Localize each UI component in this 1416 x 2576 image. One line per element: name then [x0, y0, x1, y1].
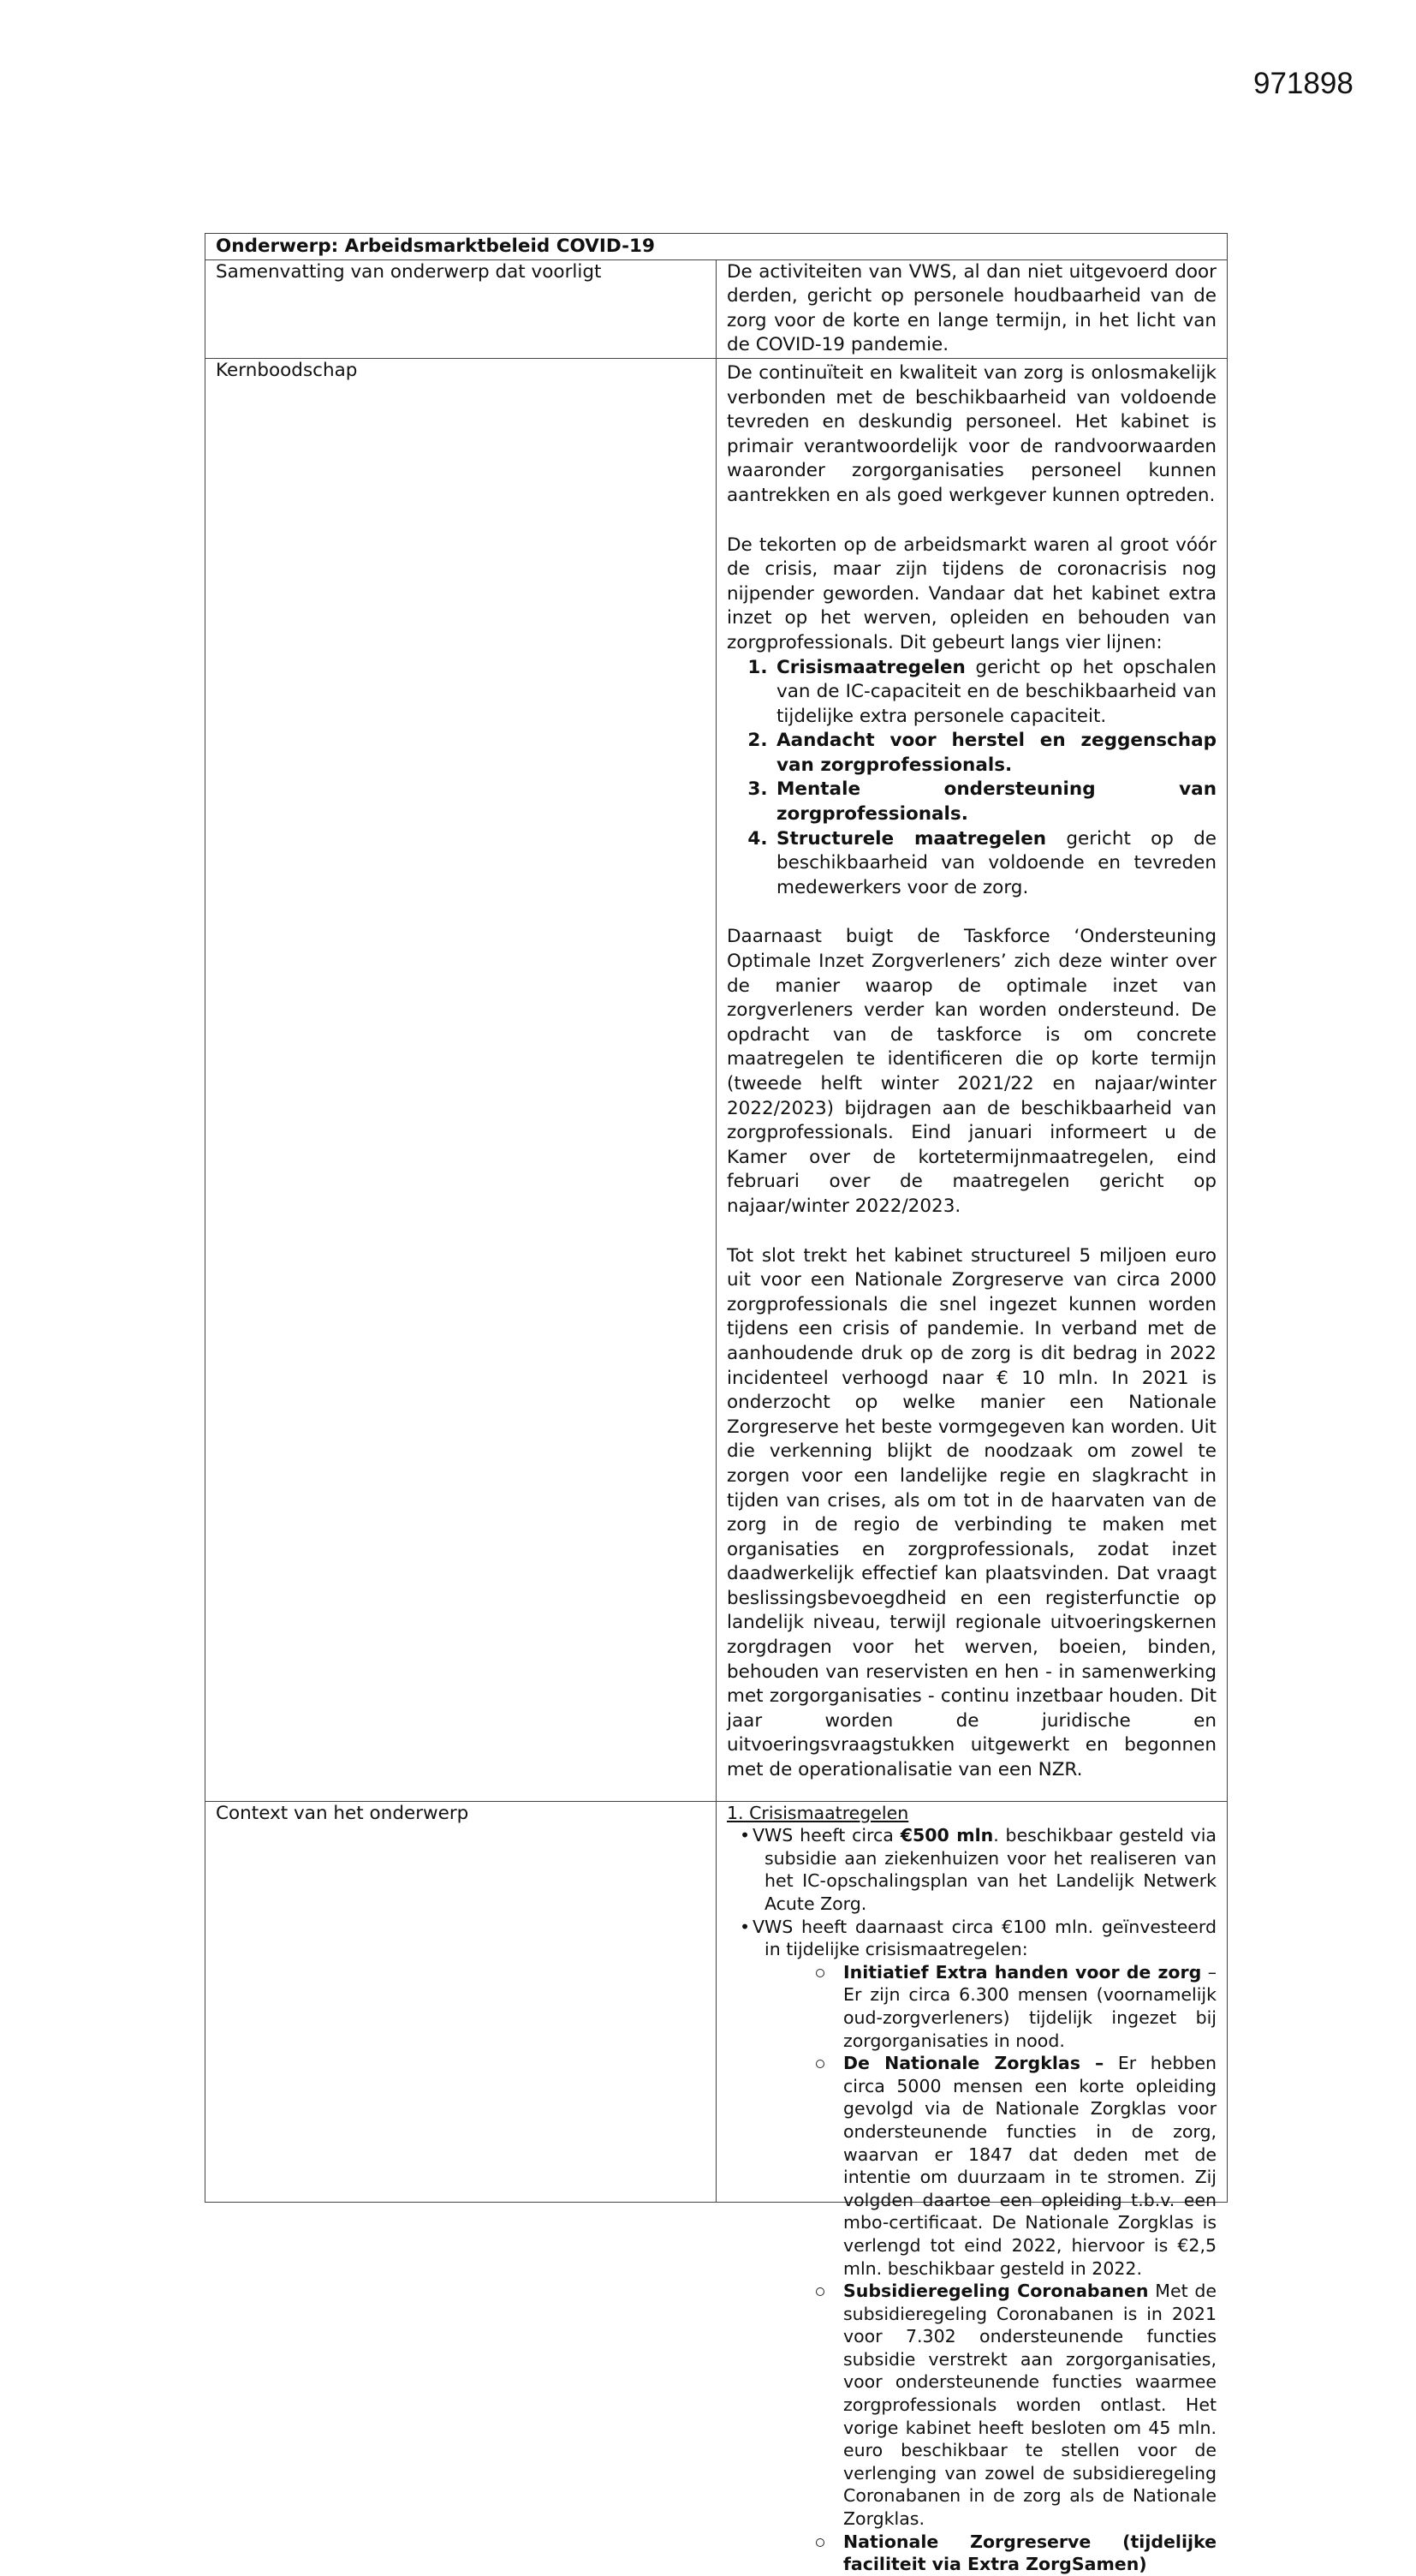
subject-title: Onderwerp: Arbeidsmarktbeleid COVID-19	[205, 234, 1228, 260]
summary-label: Samenvatting van onderwerp dat voorligt	[205, 259, 717, 358]
crisis-measures-sublist	[765, 1961, 1217, 2576]
page-number: 971898	[1253, 67, 1354, 100]
list-item: 1. Crisismaatregelen gericht op het opschalen van de IC-capaciteit en de beschikbaarheid van tijdelijke extra personele capaciteit.	[774, 656, 1217, 730]
context-content	[717, 1801, 1228, 2575]
list-item: Subsidieregeling Coronabanen Met de subsidieregeling Coronabanen is in 2021 voor 7.302 ondersteunende functies subsidie verstrekt aan zorgorganisaties, voor ondersteunende functies waarmee zorgprofessionals worden ontlast. Het vorige kabinet heeft besloten om 45 mln. euro beschikbaar te stellen voor de verlenging van zowel de subsidieregeling Coronabanen in de zorg als de Nationale Zorgklas.	[816, 2280, 1217, 2531]
summary-paragraph: De activiteiten van VWS, al dan niet uitgevoerd door derden, gericht op personele houdbaarheid van de zorg voor de korte en lange termijn, in het licht van de COVID-19 pandemie.	[727, 260, 1217, 356]
list-item: 4. Structurele maatregelen gericht op de beschikbaarheid van voldoende en tevreden medewerkers voor de zorg.	[774, 827, 1217, 901]
list-item: Nationale Zorgreserve (tijdelijke faciliteit via Extra ZorgSamen)	[816, 2531, 1217, 2576]
context-label: Context van het onderwerp	[205, 1801, 717, 2202]
core-paragraph-2: De tekorten op de arbeidsmarkt waren al groot vóór de crisis, maar zijn tijdens de coronacrisis nog nijpender geworden. Vandaar dat het kabinet extra inzet op het werven, opleiden en behouden van zorgprofessionals. Dit gebeurt langs vier lijnen:	[727, 534, 1217, 653]
list-item: 2. Aandacht voor herstel en zeggenschap van zorgprofessionals.	[774, 729, 1217, 778]
core-paragraph-1: De continuïteit en kwaliteit van zorg is onlosmakelijk verbonden met de beschikbaarheid van voldoende tevreden en deskundig personeel. Het kabinet is primair verantwoordelijk voor de randvoorwaarden waaronder zorgorganisaties personeel kunnen aantrekken en als goed werkgever kunnen optreden.	[727, 361, 1217, 506]
bullet-icon: •	[740, 1916, 751, 1937]
list-item: • VWS heeft daarnaast circa €100 mln. geïnvesteerd in tijdelijke crisismaatregelen: Initiatief Extra handen voor de zorg – Er zijn circa 6.300 mensen (voornamelijk oud-zorgverleners) tijdelijk ingezet bij zorgorganisaties in nood. De Nationale Zorgklas – Er hebben circa 5000 mensen een korte opleiding gevolgd via de Nationale Zorgklas voor ondersteunende functies in de zorg, waarvan er 1847 dat deden met de intentie om duurzaam in te stromen. Zij volgden daartoe een opleiding t.b.v. een mbo-certificaat. De Nationale Zorgklas is verlengd tot eind 2022, hiervoor is €2,5 mln. beschikbaar gesteld in 2022. Subsidieregeling Coronabanen Met de subsidieregeling Coronabanen is in 2021 voor 7.302 ondersteunende functies subsidie verstrekt aan zorgorganisaties, voor ondersteunende functies waarmee zorgprofessionals worden ontlast. Het vorige kabinet heeft besloten om 45 mln. euro beschikbaar te stellen voor de verlenging van zowel de subsidieregeling Coronabanen in de zorg als de Nationale Zorgklas. Nationale Zorgreserve (tijdelijke faciliteit via Extra ZorgSamen)	[740, 1916, 1217, 2575]
circle-bullet-icon	[816, 2538, 824, 2547]
context-heading: 1. Crisismaatregelen	[727, 1802, 909, 1823]
circle-bullet-icon	[816, 2287, 824, 2296]
list-item: De Nationale Zorgklas – Er hebben circa 5000 mensen een korte opleiding gevolgd via de Nationale Zorgklas voor ondersteunende functies in de zorg, waarvan er 1847 dat deden met de intentie om duurzaam in te stromen. Zij volgden daartoe een opleiding t.b.v. een mbo-certificaat. De Nationale Zorgklas is verlengd tot eind 2022, hiervoor is €2,5 mln. beschikbaar gesteld in 2022.	[816, 2052, 1217, 2280]
core-message-content	[717, 358, 1228, 1801]
four-lines-list	[727, 656, 1217, 901]
circle-bullet-icon	[816, 1969, 824, 1977]
summary-row	[205, 259, 1228, 358]
context-bullets	[727, 1824, 1217, 2576]
circle-bullet-icon	[816, 2060, 824, 2068]
core-paragraph-4: Tot slot trekt het kabinet structureel 5 miljoen euro uit voor een Nationale Zorgreserve van circa 2000 zorgprofessionals die snel ingezet kunnen worden tijdens een crisis of pandemie. In verband met de aanhoudende druk op de zorg is dit bedrag in 2022 incidenteel verhoogd naar € 10 mln. In 2021 is onderzocht op welke manier een Nationale Zorgreserve het beste vormgegeven kan worden. Uit die verkenning blijkt de noodzaak om zowel te zorgen voor een landelijke regie en slagkracht in tijden van crises, als om tot in de haarvaten van de zorg in de regio de verbinding te maken met organisaties en zorgprofessionals, zodat inzet daadwerkelijk effectief kan plaatsvinden. Dat vraagt beslissingsbevoegdheid en een registerfunctie op landelijk niveau, terwijl regionale uitvoeringskernen zorgdragen voor het werven, boeien, binden, behouden van reservisten en hen - in samenwerking met zorgorganisaties - continu inzetbaar houden. Dit jaar worden de juridische en uitvoeringsvraagstukken uitgewerkt en begonnen met de operationalisatie van een NZR.	[727, 1244, 1217, 1781]
table-title-row	[205, 234, 1228, 260]
summary-text	[717, 259, 1228, 358]
document-table	[205, 233, 1228, 2575]
core-message-label: Kernboodschap	[205, 358, 717, 1801]
bullet-icon: •	[740, 1825, 751, 1846]
list-item: Initiatief Extra handen voor de zorg – Er zijn circa 6.300 mensen (voornamelijk oud-zorgverleners) tijdelijk ingezet bij zorgorganisaties in nood.	[816, 1961, 1217, 2052]
context-row	[205, 1801, 1228, 2202]
list-item: 3. Mentale ondersteuning van zorgprofessionals.	[774, 778, 1217, 826]
list-item: • VWS heeft circa €500 mln. beschikbaar gesteld via subsidie aan ziekenhuizen voor het realiseren van het IC-opschalingsplan van het Landelijk Netwerk Acute Zorg.	[740, 1825, 1217, 1914]
core-message-row	[205, 358, 1228, 1801]
core-paragraph-3: Daarnaast buigt de Taskforce ‘Ondersteuning Optimale Inzet Zorgverleners’ zich deze winter over de manier waarop de optimale inzet van zorgverleners verder kan worden ondersteund. De opdracht van de taskforce is om concrete maatregelen te identificeren die op korte termijn (tweede helft winter 2021/22 en najaar/winter 2022/2023) bijdragen aan de beschikbaarheid van zorgprofessionals. Eind januari informeert u de Kamer over de kortetermijnmaatregelen, eind februari over de maatregelen gericht op najaar/winter 2022/2023.	[727, 926, 1217, 1217]
